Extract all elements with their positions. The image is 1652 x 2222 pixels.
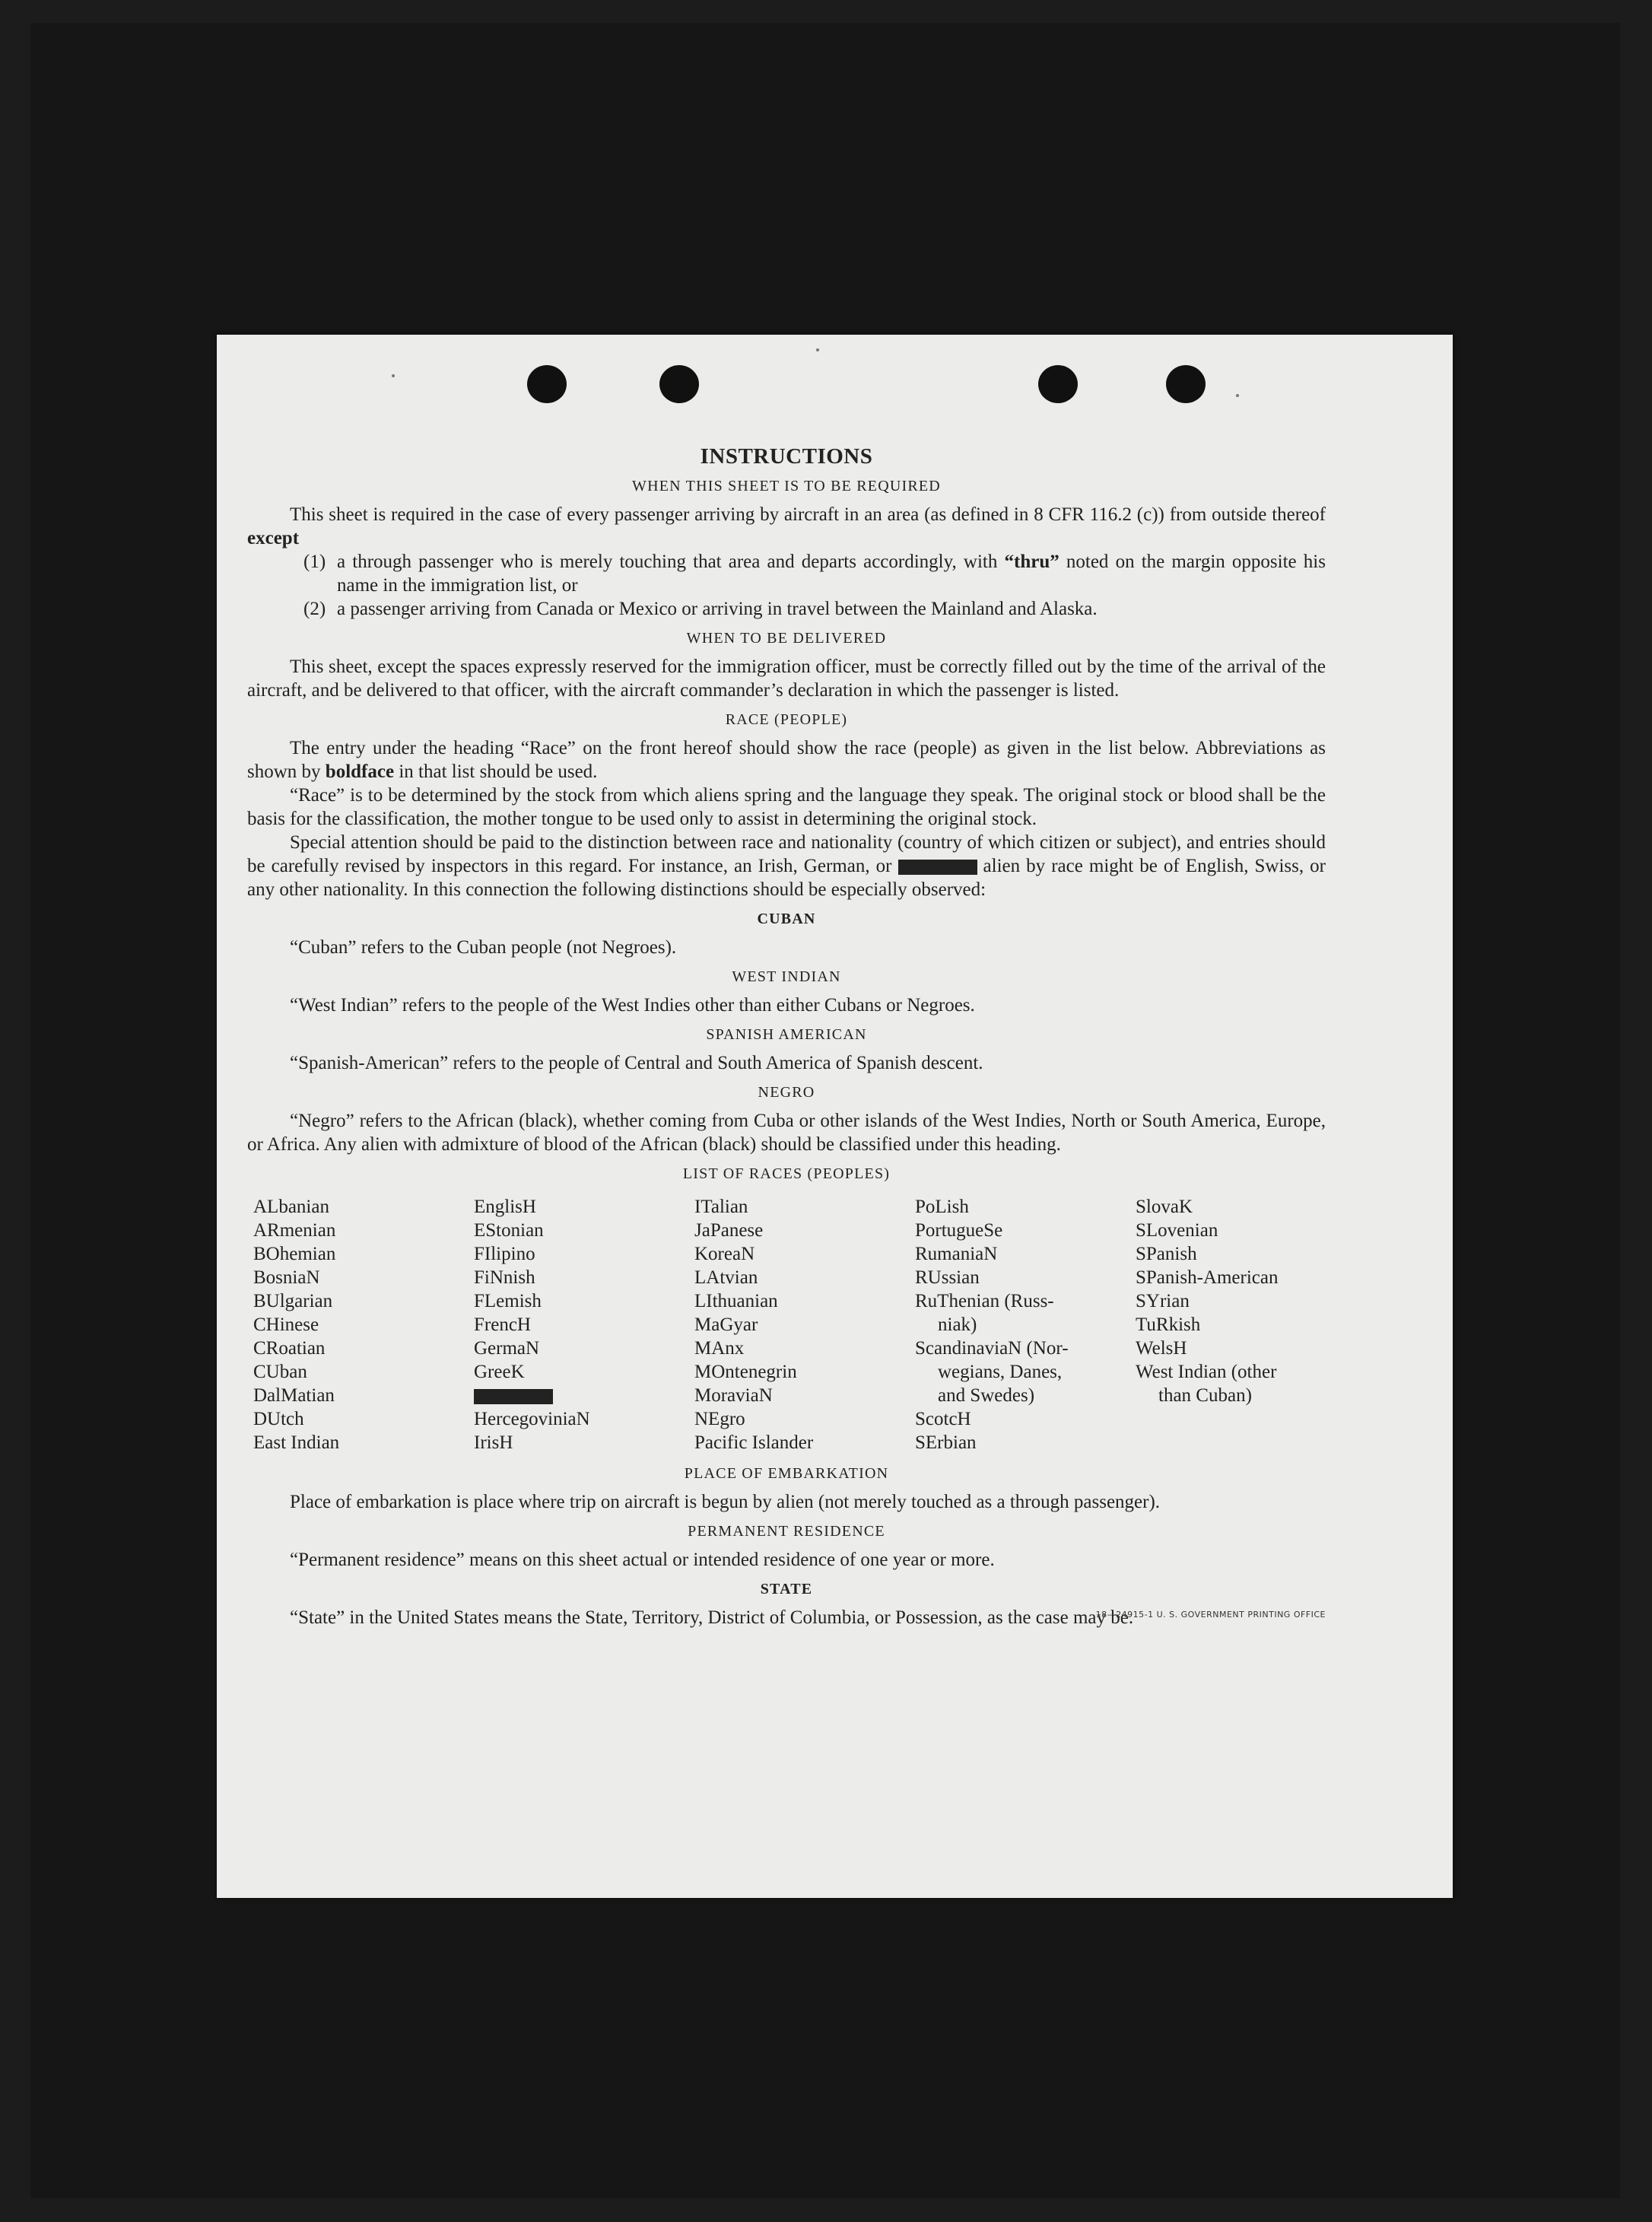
cuban-text: “Cuban” refers to the Cuban people (not Negroes). bbox=[290, 937, 677, 958]
race-entry: DalMatian bbox=[253, 1385, 335, 1406]
punch-hole bbox=[527, 365, 567, 403]
race-entry: ARmenian bbox=[253, 1220, 336, 1241]
race-entry: SYrian bbox=[1136, 1291, 1190, 1311]
embarkation-text: Place of embarkation is place where trip on aircraft is begun by alien (not merely touched as a through passenger). bbox=[290, 1492, 1161, 1512]
race-entry: BosniaN bbox=[253, 1267, 320, 1288]
race-entry: PortugueSe bbox=[915, 1220, 1003, 1241]
race-entry: CUban bbox=[253, 1362, 307, 1382]
dust-speck bbox=[392, 374, 395, 377]
heading-state: STATE bbox=[760, 1581, 813, 1597]
race-entry: RUssian bbox=[915, 1267, 980, 1288]
instruction-sheet bbox=[217, 335, 1453, 1898]
race-entry: ITalian bbox=[694, 1197, 748, 1217]
race-entry: SLovenian bbox=[1136, 1220, 1218, 1241]
heading-embarkation: PLACE OF EMBARKATION bbox=[684, 1465, 889, 1482]
race-entry: East Indian bbox=[253, 1432, 340, 1453]
redaction-mark bbox=[474, 1389, 553, 1404]
race-entry: HercegoviniaN bbox=[474, 1409, 590, 1429]
race-entry-redacted bbox=[474, 1384, 694, 1407]
redaction-mark bbox=[898, 860, 977, 875]
race-entry: LAtvian bbox=[694, 1267, 758, 1288]
printer-mark: 18—24915-1 U. S. GOVERNMENT PRINTING OFFICE bbox=[1095, 1610, 1326, 1620]
state-block bbox=[247, 1606, 1326, 1629]
race-entry: PoLish bbox=[915, 1197, 969, 1217]
race-entry: MaGyar bbox=[694, 1314, 758, 1335]
page-title: INSTRUCTIONS bbox=[700, 444, 873, 469]
heading-list-of-races: LIST OF RACES (PEOPLES) bbox=[682, 1165, 891, 1182]
dust-speck bbox=[1236, 394, 1239, 397]
race-entry: JaPanese bbox=[694, 1220, 764, 1241]
race-entry: Pacific Islander bbox=[694, 1432, 814, 1453]
race-entry: TuRkish bbox=[1136, 1314, 1201, 1335]
heading-spanish-american: SPANISH AMERICAN bbox=[706, 1026, 867, 1043]
heading-negro: NEGRO bbox=[758, 1084, 815, 1101]
race-entry: ALbanian bbox=[253, 1197, 329, 1217]
exception-item-2: (2) a passenger arriving from Canada or Mexico or arriving in travel between the Mainland and Alaska. bbox=[303, 599, 1098, 619]
race-entry: SPanish bbox=[1136, 1244, 1197, 1264]
race-entry: LIthuanian bbox=[694, 1291, 778, 1311]
race-entry: SPanish-American bbox=[1136, 1267, 1279, 1288]
race-entry: MOntenegrin bbox=[694, 1362, 797, 1382]
heading-west-indian: WEST INDIAN bbox=[732, 968, 841, 985]
race-entry: SErbian bbox=[915, 1432, 977, 1453]
race-entry-continued: than Cuban) bbox=[1158, 1385, 1252, 1406]
race-entry: CRoatian bbox=[253, 1338, 326, 1359]
race-entry: ScandinaviaN (Nor- bbox=[915, 1338, 1069, 1359]
when-required-text: This sheet is required in the case of every passenger arriving by aircraft in an area (as defined in 8 CFR 116.2 (c)) from outside thereof except bbox=[247, 504, 1326, 548]
race-column-1 bbox=[253, 1195, 474, 1454]
race-entry: FLemish bbox=[474, 1291, 542, 1311]
west-indian-text: “West Indian” refers to the people of the West Indies other than either Cubans or Negroes. bbox=[290, 995, 975, 1016]
race-entry: WelsH bbox=[1136, 1338, 1187, 1359]
residence-text: “Permanent residence” means on this sheet actual or intended residence of one year or more. bbox=[290, 1550, 995, 1570]
race-entry: EnglisH bbox=[474, 1197, 536, 1217]
exception-item-1: (1) a through passenger who is merely touching that area and departs accordingly, with “thru” noted on the margin opposite his name in the immigration list, or bbox=[303, 552, 1326, 596]
instructions-body bbox=[247, 445, 1326, 1629]
race-paragraph-1: The entry under the heading “Race” on the front hereof should show the race (people) as given in the list below. Abbreviations as shown by boldface in that list should be used. bbox=[247, 738, 1326, 782]
punch-hole bbox=[1038, 365, 1078, 403]
race-entry: GreeK bbox=[474, 1362, 525, 1382]
when-delivered-text: This sheet, except the spaces expressly reserved for the immigration officer, must be correctly filled out by the time of the arrival of the aircraft, and be delivered to that officer, with the aircraft commander’s declaration in which the passenger is listed. bbox=[247, 656, 1326, 701]
race-entry: RumaniaN bbox=[915, 1244, 998, 1264]
race-entry: BOhemian bbox=[253, 1244, 336, 1264]
race-column-4 bbox=[915, 1195, 1136, 1454]
race-column-2 bbox=[474, 1195, 694, 1454]
heading-cuban: CUBAN bbox=[757, 911, 816, 927]
race-entry-continued: and Swedes) bbox=[938, 1385, 1035, 1406]
race-entry: West Indian (other bbox=[1136, 1362, 1277, 1382]
heading-when-required: WHEN THIS SHEET IS TO BE REQUIRED bbox=[632, 478, 941, 494]
race-column-5 bbox=[1136, 1195, 1333, 1454]
race-paragraph-3: Special attention should be paid to the distinction between race and nationality (country of which citizen or subject), and entries should be carefully revised by inspectors in this regard. For instance, an Irish, German, or alien by race might be of English, Swiss, or any other nationality. In this connection the following distinctions should be especially observed: bbox=[247, 832, 1326, 900]
race-entry: ScotcH bbox=[915, 1409, 971, 1429]
race-list bbox=[253, 1195, 1326, 1454]
race-entry-continued: niak) bbox=[938, 1314, 977, 1335]
race-entry: BUlgarian bbox=[253, 1291, 333, 1311]
race-entry: CHinese bbox=[253, 1314, 319, 1335]
race-entry: MAnx bbox=[694, 1338, 745, 1359]
race-entry: IrisH bbox=[474, 1432, 513, 1453]
heading-race: RACE (PEOPLE) bbox=[725, 711, 848, 728]
punch-hole bbox=[1166, 365, 1206, 403]
race-entry: DUtch bbox=[253, 1409, 304, 1429]
race-entry: FiNnish bbox=[474, 1267, 535, 1288]
heading-when-delivered: WHEN TO BE DELIVERED bbox=[686, 630, 887, 647]
race-entry: NEgro bbox=[694, 1409, 745, 1429]
negro-text: “Negro” refers to the African (black), whether coming from Cuba or other islands of the West Indies, North or South America, Europe, or Africa. Any alien with admixture of blood of the African (black) should be classified under this heading. bbox=[247, 1111, 1326, 1155]
spanish-american-text: “Spanish-American” refers to the people of Central and South America of Spanish descent. bbox=[290, 1053, 983, 1073]
race-entry-continued: wegians, Danes, bbox=[938, 1362, 1063, 1382]
punch-hole bbox=[659, 365, 699, 403]
race-entry: FrencH bbox=[474, 1314, 531, 1335]
race-entry: RuThenian (Russ- bbox=[915, 1291, 1054, 1311]
race-entry: MoraviaN bbox=[694, 1385, 773, 1406]
state-text: “State” in the United States means the State, Territory, District of Columbia, or Possession, as the case may be. bbox=[290, 1607, 1134, 1628]
race-entry: FIlipino bbox=[474, 1244, 535, 1264]
race-entry: SlovaK bbox=[1136, 1197, 1193, 1217]
dust-speck bbox=[816, 348, 819, 351]
race-paragraph-2: “Race” is to be determined by the stock from which aliens spring and the language they speak. The original stock or blood shall be the basis for the classification, the mother tongue to be used only to assist in determining the original stock. bbox=[247, 785, 1326, 829]
heading-residence: PERMANENT RESIDENCE bbox=[688, 1523, 885, 1540]
race-entry: GermaN bbox=[474, 1338, 540, 1359]
race-entry: KoreaN bbox=[694, 1244, 755, 1264]
race-column-3 bbox=[694, 1195, 915, 1454]
race-entry: EStonian bbox=[474, 1220, 544, 1241]
